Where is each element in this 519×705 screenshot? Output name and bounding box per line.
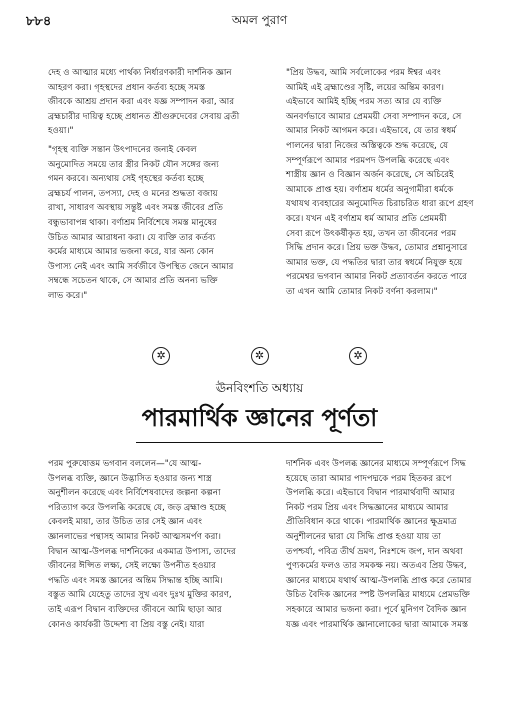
text-line: "প্রিয় উদ্ধব, আমি সর্বলোকের পরম ঈশ্বর এবং: [286, 68, 441, 78]
right-column-bottom: [272, 457, 494, 632]
text-line: দার্শনিক এবং উপলব্ধ জ্ঞানের মাধ্যমে সম্পূর্ণরূপে সিদ্ধ: [286, 459, 466, 469]
text-line: উচিত আমার আরাধনা করা। যে ব্যক্তি তার কর্তব্য: [48, 232, 216, 243]
text-line: সিদ্ধি প্রদান করে। প্রিয় ভক্ত উদ্ধব, তোমার প্রশ্নানুসারে: [286, 243, 468, 254]
text-line: কেবলই মায়া, তার উচিত তার সেই জ্ঞান এবং: [48, 517, 202, 528]
text-line: আমিই এই ব্রহ্মাণ্ডের সৃষ্টি, লয়ের অন্তিম কারণ।: [286, 82, 444, 93]
text-line: হওয়া।": [48, 126, 74, 137]
paragraph: [34, 143, 256, 304]
text-line: অনুশীলন করেছে এবং নির্বিশেষবাদের জল্পনা কল্পনা: [48, 488, 221, 499]
text-line: আমাকে প্রাপ্ত হয়। বর্ণাশ্রম ধর্মের অনুগামীরা ধর্মকে: [286, 184, 454, 195]
ornament-icon: ✲: [251, 347, 269, 365]
text-line: পরমেশ্বর ভগবান আমার নিকট প্রত্যাবর্তন করতে পারে: [286, 272, 467, 283]
text-line: পুণ্যকর্মের ফলও তার সমকক্ষ নয়। অতএব প্রিয় উদ্ধব,: [286, 561, 467, 572]
section-ornaments: [0, 347, 519, 365]
text-line: শাস্ত্রীয় জ্ঞান ও বিজ্ঞান অর্জন করেছে, সে অচিরেই: [286, 170, 454, 181]
text-line: পালনের দ্বারা নিজের অস্তিত্বকে শুদ্ধ করেছে, যে: [286, 140, 449, 151]
page-header: [0, 12, 519, 32]
ornament-icon: ✲: [152, 347, 170, 365]
chapter-title: পারমার্থিক জ্ঞানের পূর্ণতা: [136, 400, 384, 443]
text-line: নিকট পরম প্রিয় এবং সিদ্ধজ্ঞানের মাধ্যমে আমার: [286, 502, 449, 513]
text-line: তপশ্চর্যা, পবিত্র তীর্থ ভ্রমণ, নিঃশব্দে জপ, দান অথবা: [286, 546, 463, 557]
text-line: আমার নিকট আগমন করে। এইভাবে, যে তার স্বধর্ম: [286, 126, 457, 137]
text-line: কোনও কার্যকরী উদ্দেশ্য বা প্রিয় বস্তু নেই। যারা: [48, 619, 205, 630]
text-line: অনুমোদিত সময়ে তার স্ত্রীর নিকট যৌন সঙ্গের জন্য: [48, 159, 219, 170]
text-line: ব্রহ্মচারীর দায়িত্ব হচ্ছে প্রধানত শ্রীগুরুদেবের সেবায় ব্রতী: [48, 111, 240, 122]
text-line: হয়েছে তারা আমার পাদপদ্মকে পরম হিতকর রূপে: [286, 473, 452, 484]
ornament-icon: ✲: [349, 347, 367, 365]
paragraph: [272, 66, 494, 300]
text-line: পরম পুরুষোত্তম ভগবান বললেন—"যে আত্ম-: [48, 459, 202, 469]
text-line: জ্ঞানের মাধ্যমে যথার্থ আত্ম-উপলব্ধি প্রাপ্ত করে তোমার: [286, 575, 472, 586]
chapter-title-wrap: [0, 400, 519, 443]
chapter-label: ঊনবিংশতি অধ্যায়: [215, 381, 304, 395]
text-line: তাই এরূপ বিদ্বান ব্যক্তিদের জীবনে আমি ছাড়া আর: [48, 604, 222, 615]
text-line: তা এখন আমি তোমার নিকট বর্ণনা করলাম।": [286, 286, 438, 297]
text-line: আমার ভক্ত, যে পদ্ধতির দ্বারা তার স্বধর্মে নিযুক্ত হয়ে: [286, 257, 463, 268]
paragraph: [272, 457, 494, 632]
text-line: দেহ ও আত্মার মধ্যে পার্থক্য নির্ধারণকারী দার্শনিক জ্ঞান: [48, 68, 232, 78]
text-line: সেবা রূপে উৎকর্ষীকৃত হয়, তখন তা জীবনের পরম: [286, 228, 457, 239]
text-line: পদ্ধতি এবং সমস্ত জ্ঞানের অন্তিম সিদ্ধান্ত হচ্ছি আমি।: [48, 575, 223, 586]
text-line: জ্ঞানলাভের পন্থাসহ আমার নিকট আত্মসমর্পণ করা।: [48, 531, 221, 542]
page-number: ৮৮৪: [26, 14, 52, 29]
text-line: বিদ্বান আত্ম-উপলব্ধ দার্শনিকের একমাত্র উপাস্য, তাদের: [48, 546, 236, 557]
left-column-top: [34, 66, 256, 304]
text-line: সম্পূর্ণরূপে আমার পরমপদ উপলব্ধি করেছে এবং: [286, 155, 450, 166]
text-line: প্রীতিবিধান করে থাকে। পারমার্থিক জ্ঞানের ক্ষুদ্রমাত্র: [286, 517, 457, 528]
paragraph: [34, 66, 256, 139]
text-line: উচিত বৈদিক জ্ঞানের স্পষ্ট উপলব্ধির মাধ্যমে প্রেমভক্তি: [286, 590, 470, 601]
text-line: জীবনের ঈপ্সিত লক্ষ্য, সেই লক্ষ্যে উপনীত হওয়ার: [48, 561, 216, 572]
text-line: ব্রহ্মচর্য পালন, তপস্যা, দেহ ও মনের শুদ্ধতা বজায়: [48, 188, 218, 199]
right-column-top: [272, 66, 494, 300]
text-line: অনবর্ণভাবে আমার প্রেমময়ী সেবা সম্পাদন করে, সে: [286, 111, 462, 122]
text-line: কর্মের মাধ্যমে আমার ভজনা করে, যার অন্য কোন: [48, 247, 214, 258]
text-line: করে। যখন এই বর্ণাশ্রম ধর্ম আমার প্রতি প্রেমময়ী: [286, 213, 447, 224]
text-line: যথাযথ ব্যবহারের অনুমোদিত চিরাচরিত ধারা রূপে গ্রহণ: [286, 199, 474, 210]
left-column-bottom: [34, 457, 256, 632]
text-line: সহকারে আমার ভজনা করা। পূর্বে মুনিগণ বৈদিক জ্ঞান: [286, 604, 467, 615]
text-line: উপলব্ধি করে। এইভাবে বিদ্বান পারমার্থবাদী আমার: [286, 488, 455, 499]
text-line: বস্তুত আমি যেহেতু তাদের সুখ এবং দুঃখ মুক্তির কারণ,: [48, 590, 232, 601]
running-title: অমল পুরাণ: [231, 13, 288, 27]
text-line: যজ্ঞ এবং পারমার্থিক জ্ঞানালোকের দ্বারা আমাকে সমস্ত: [286, 619, 469, 630]
paragraph: [34, 457, 256, 632]
text-line: জীবকে আশ্রয় প্রদান করা এবং যজ্ঞ সম্পাদন করা, আর: [48, 97, 235, 108]
text-line: বন্ধুভাবাপন্ন থাকা। বর্ণাশ্রম নির্বিশেষে সমস্ত মানুষের: [48, 217, 217, 228]
text-line: "গৃহস্থ ব্যক্তি সন্তান উৎপাদনের জন্যই কেবল: [48, 144, 197, 155]
text-line: অনুশীলনের দ্বারা যে সিদ্ধি প্রাপ্ত হওয়া যায় তা: [286, 531, 441, 542]
text-line: লাভ করে।": [48, 290, 88, 301]
text-line: পরিত্যাগ করে উপলব্ধি করেছে যে, জড় ব্রহ্মাণ্ড হচ্ছে: [48, 502, 226, 513]
text-line: উপলব্ধ ব্যক্তি, জ্ঞানে উদ্ভাসিত হওয়ার জন্য শাস্ত্র: [48, 473, 212, 484]
text-line: উপাস্য নেই এবং আমি সর্বজীবে উপস্থিত জেনে আমার: [48, 261, 234, 272]
text-line: রাখা, সাধারণ অবস্থায় সন্তুষ্ট এবং সমস্ত জীবের প্রতি: [48, 203, 223, 214]
text-line: সম্বন্ধে সচেতন থাকে, সে আমার প্রতি অনন্য ভক্তি: [48, 276, 218, 287]
text-line: এইভাবে আমিই হচ্ছি পরম সত্য আর যে ব্যক্তি: [286, 97, 442, 108]
text-line: আহরণ করা। গৃহস্থদের প্রধান কর্তব্য হচ্ছে সমস্ত: [48, 82, 206, 93]
text-line: গমন করবে। অন্যথায় সেই গৃহস্থের কর্তব্য হচ্ছে: [48, 174, 204, 185]
